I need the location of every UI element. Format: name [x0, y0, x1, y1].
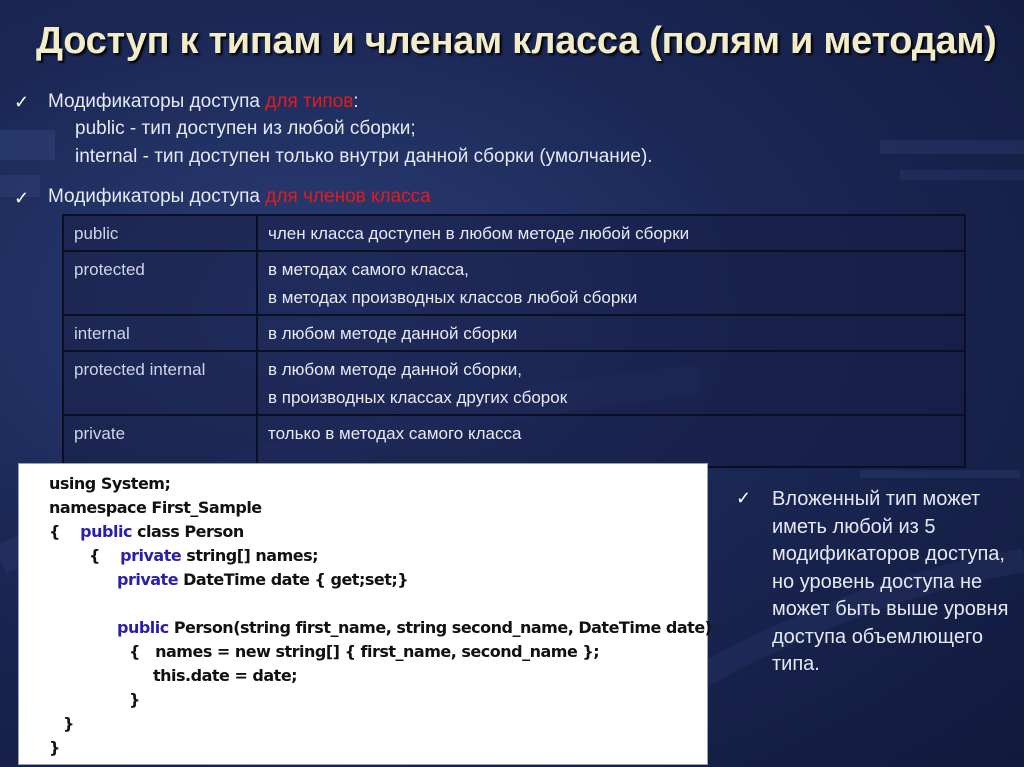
modifier-cell: protected	[63, 251, 257, 315]
slide-title: Доступ к типам и членам класса (полям и методам)	[36, 20, 997, 62]
table-row	[63, 215, 965, 251]
code-line: }	[49, 738, 60, 757]
table-row	[63, 251, 965, 315]
access-modifiers-table	[62, 214, 966, 468]
code-line: }	[129, 690, 140, 709]
description-line: в любом методе данной сборки,	[268, 360, 523, 379]
description-cell	[257, 351, 965, 415]
checkmark-icon: ✓	[14, 92, 30, 112]
description-line: в производных классах других сборок	[268, 388, 568, 407]
bullet-members-text: Модификаторы доступа	[48, 186, 266, 207]
description-cell	[257, 415, 965, 467]
code-line: private DateTime date { get;set;}	[117, 570, 409, 589]
types-internal-line: internal - тип доступен только внутри данной сборки (умолчание).	[75, 146, 653, 167]
bullet-types-text: Модификаторы доступа	[48, 91, 266, 112]
modifier-cell: internal	[63, 315, 257, 351]
code-line: namespace First_Sample	[49, 498, 262, 517]
checkmark-icon: ✓	[14, 188, 30, 208]
code-line: }	[63, 714, 74, 733]
checkmark-icon: ✓	[736, 488, 752, 508]
code-sample	[18, 463, 712, 765]
code-keyword: public	[117, 618, 169, 637]
description-cell	[257, 251, 965, 315]
description-cell	[257, 215, 965, 251]
modifier-cell: protected internal	[63, 351, 257, 415]
description-line: член класса доступен в любом методе любой сборки	[268, 224, 690, 243]
table-row	[63, 315, 965, 351]
code-line: { public class Person	[49, 522, 244, 541]
code-keyword: public	[80, 522, 132, 541]
types-public-line: public - тип доступен из любой сборки;	[75, 118, 416, 139]
bullet-types-suffix: :	[353, 91, 359, 112]
description-line: только в методах самого класса	[268, 424, 522, 443]
description-line: в любом методе данной сборки	[268, 324, 518, 343]
code-keyword: private	[117, 570, 179, 589]
modifier-cell: public	[63, 215, 257, 251]
nested-type-note: Вложенный тип может иметь любой из 5 модификаторов доступа, но уровень доступа не может быть выше уровня доступа объемлющего типа.	[772, 488, 1009, 675]
bullet-members	[48, 183, 431, 211]
modifier-cell: private	[63, 415, 257, 467]
code-line: public Person(string first_name, string second_name, DateTime date)	[117, 618, 712, 637]
bullet-types	[48, 88, 359, 116]
table-row	[63, 351, 965, 415]
description-line: в методах производных классов любой сборки	[268, 288, 638, 307]
description-cell	[257, 315, 965, 351]
code-keyword: private	[120, 546, 182, 565]
bullet-types-highlight: для типов	[265, 91, 354, 112]
code-line: { private string[] names;	[89, 546, 319, 565]
code-line: { names = new string[] { first_name, second_name };	[129, 642, 600, 661]
bullet-members-highlight: для членов класса	[265, 186, 431, 207]
description-line: в методах самого класса,	[268, 260, 469, 279]
code-line: this.date = date;	[153, 666, 298, 685]
table-row	[63, 415, 965, 467]
code-line: using System;	[49, 474, 171, 493]
